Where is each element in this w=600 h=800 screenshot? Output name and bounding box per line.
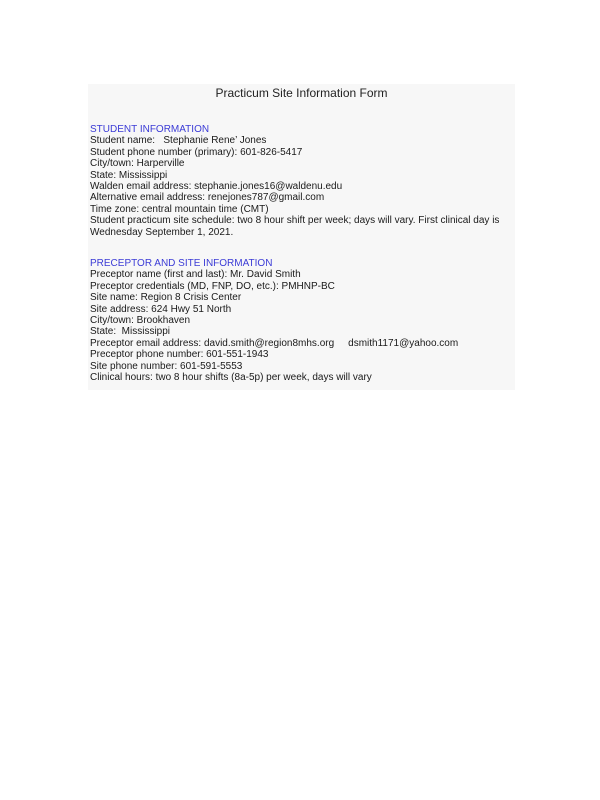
- student-information-section: [90, 124, 511, 238]
- preceptor-phone: Preceptor phone number: 601-551-1943: [90, 349, 269, 361]
- student-state: State: Mississippi: [90, 169, 168, 181]
- preceptor-email: Preceptor email address: david.smith@region8mhs.org: [90, 337, 335, 349]
- student-schedule: Student practicum site schedule: two 8 hour shift per week; days will vary. First clinical day is Wednesday September 1, 2021.: [90, 215, 500, 238]
- preceptor-site-section: [90, 258, 511, 383]
- student-section-heading: STUDENT INFORMATION: [90, 124, 210, 135]
- practicum-form: [88, 84, 515, 390]
- site-state: State: Mississippi: [90, 326, 171, 338]
- student-walden-email: Walden email address: stephanie.jones16@waldenu.edu: [90, 181, 343, 193]
- form-title: Practicum Site Information Form: [215, 86, 388, 100]
- student-time-zone: Time zone: central mountain time (CMT): [90, 203, 269, 215]
- site-city: City/town: Brookhaven: [90, 315, 191, 327]
- student-city: City/town: Harperville: [90, 158, 185, 170]
- preceptor-name: Preceptor name (first and last): Mr. David Smith: [90, 269, 301, 281]
- site-name: Site name: Region 8 Crisis Center: [90, 292, 242, 304]
- preceptor-credentials: Preceptor credentials (MD, FNP, DO, etc.): PMHNP-BC: [90, 280, 335, 292]
- clinical-hours: Clinical hours: two 8 hour shifts (8a-5p) per week, days will vary: [90, 372, 372, 384]
- preceptor-section-heading: PRECEPTOR AND SITE INFORMATION: [90, 258, 273, 269]
- site-phone: Site phone number: 601-591-5553: [90, 360, 243, 372]
- student-phone: Student phone number (primary): 601-826-5417: [90, 146, 303, 158]
- preceptor-alt-email: dsmith1171@yahoo.com: [348, 337, 459, 349]
- student-name: Student name: Stephanie Rene’ Jones: [90, 135, 267, 147]
- student-alt-email: Alternative email address: renejones787@gmail.com: [90, 192, 325, 204]
- site-address: Site address: 624 Hwy 51 North: [90, 303, 232, 315]
- preceptor-email-row: [90, 338, 511, 349]
